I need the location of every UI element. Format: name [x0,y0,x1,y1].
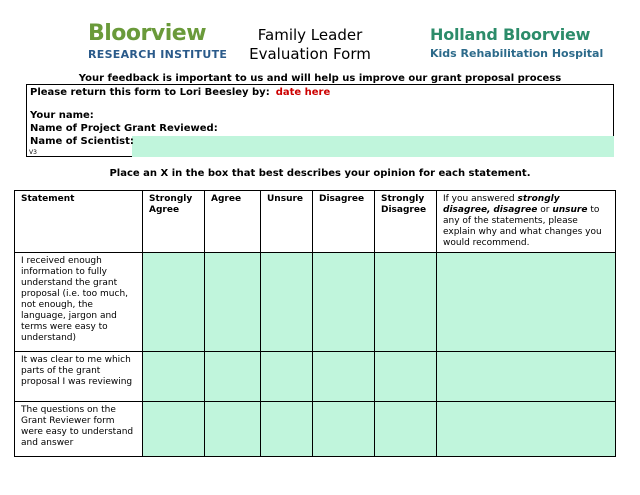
scientist-name-field[interactable] [132,136,614,157]
table-row [15,402,616,457]
table-header-row [15,191,616,253]
header-statement: Statement [15,191,143,253]
strongly-disagree-box[interactable] [375,402,437,457]
statement-cell: I received enough information to fully understand the grant proposal (i.e. too much, not enough, the language, jargon and terms were easy to understand) [15,253,143,352]
evaluation-table [14,190,616,457]
unsure-box[interactable] [261,402,313,457]
statement-cell: The questions on the Grant Reviewer form were easy to understand and answer [15,402,143,457]
project-name-label: Name of Project Grant Reviewed: [30,123,218,134]
explanation-field[interactable] [437,253,616,352]
return-line [30,87,330,99]
strongly-agree-box[interactable] [143,253,205,352]
bloorview-research-logo [88,22,227,61]
explain-text: If you answered [443,194,518,204]
logo-brand: Bloorview [88,21,207,46]
disagree-box[interactable] [313,253,375,352]
return-date: date here [275,87,331,98]
form-title [220,26,400,64]
header-strongly-disagree: Strongly Disagree [375,191,437,253]
strongly-disagree-box[interactable] [375,352,437,402]
holland-bloorview-logo [430,26,603,60]
logo-subtitle: RESEARCH INSTITUTE [88,48,228,61]
title-line-1: Family Leader [257,26,363,44]
explain-emphasis: strongly disagree, [443,194,560,215]
unsure-box[interactable] [261,253,313,352]
instruction-text: Place an X in the box that best describes your opinion for each statement. [109,168,531,179]
agree-box[interactable] [205,253,261,352]
unsure-box[interactable] [261,352,313,402]
header-agree: Agree [205,191,261,253]
logo-subtitle: Kids Rehabilitation Hospital [430,47,604,60]
header-unsure: Unsure [261,191,313,253]
return-label: Please return this form to Lori Beesley by: [30,87,270,98]
explain-text: to any of the statements, please explain why and what changes you would recommend. [443,205,602,248]
header-strongly-agree: Strongly Agree [143,191,205,253]
strongly-disagree-box[interactable] [375,253,437,352]
strongly-agree-box[interactable] [143,402,205,457]
explain-text: or [537,205,553,215]
scientist-name-label: Name of Scientist: [30,136,134,147]
disagree-box[interactable] [313,352,375,402]
header-disagree: Disagree [313,191,375,253]
strongly-agree-box[interactable] [143,352,205,402]
your-name-label: Your name: [30,110,94,121]
agree-box[interactable] [205,402,261,457]
table-row [15,352,616,402]
agree-box[interactable] [205,352,261,402]
explain-emphasis: unsure [552,205,588,215]
table-row [15,253,616,352]
disagree-box[interactable] [313,402,375,457]
return-info-box [26,84,614,157]
explain-emphasis: disagree [493,205,538,215]
header [0,0,640,72]
title-line-2: Evaluation Form [249,45,371,63]
header-explain [437,191,616,253]
logo-brand: Holland Bloorview [430,25,591,44]
version-label: V3 [29,149,37,156]
statement-cell: It was clear to me which parts of the grant proposal I was reviewing [15,352,143,402]
explanation-field[interactable] [437,352,616,402]
explanation-field[interactable] [437,402,616,457]
feedback-note: Your feedback is important to us and will help us improve our grant proposal process [78,73,562,84]
